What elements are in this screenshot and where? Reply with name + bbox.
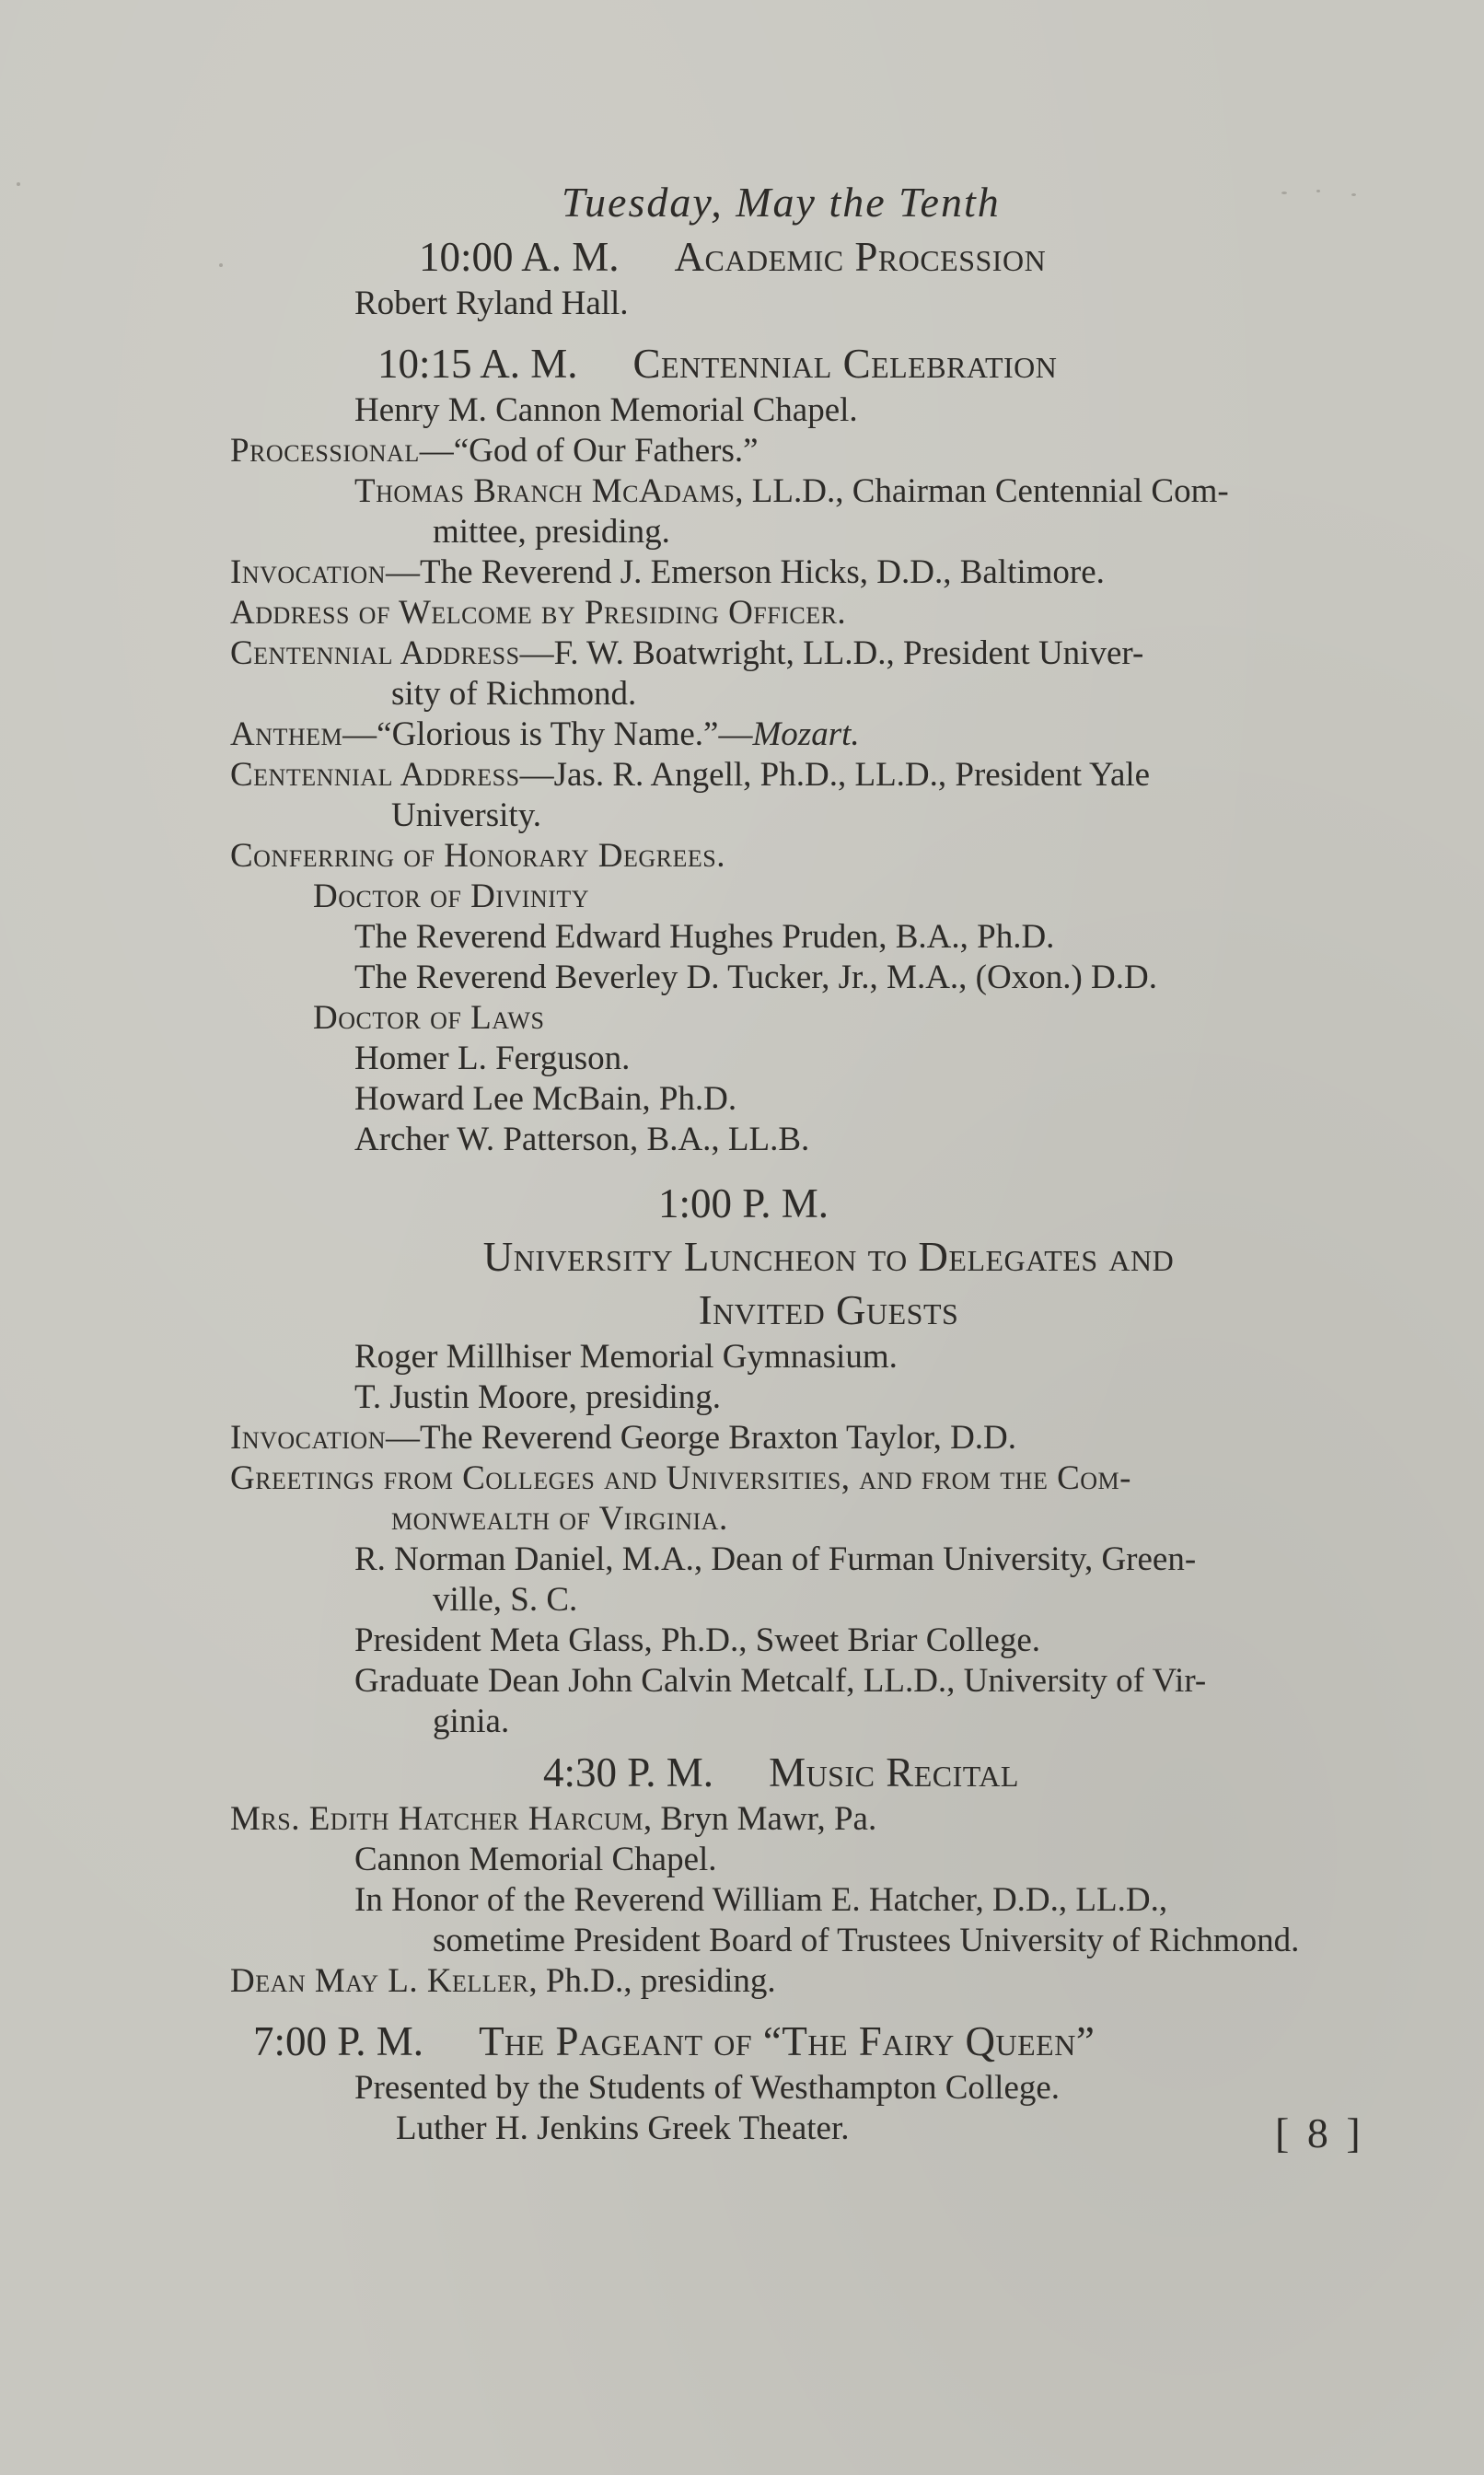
luncheon-time: 1:00 P. M. [658, 1180, 829, 1226]
recital-location: Cannon Memorial Chapel. [354, 1841, 717, 1878]
recital-heading [543, 1746, 1418, 1799]
procession-time: 10:00 A. M. [419, 234, 620, 280]
address1-label: Centennial Address [230, 634, 520, 672]
day-title: Tuesday, May the Tenth [562, 179, 1001, 226]
procession-heading [419, 230, 1418, 284]
anthem-composer: Mozart. [752, 715, 860, 753]
page-number: [ 8 ] [1275, 2109, 1364, 2156]
presiding-line-2: mittee, presiding. [433, 513, 670, 551]
greeter-3-line-1: Graduate Dean John Calvin Metcalf, LL.D., University of Vir- [354, 1662, 1207, 1700]
invocation-text: —The Reverend J. Emerson Hicks, D.D., Baltimore. [385, 553, 1105, 591]
centennial-location: Henry M. Cannon Memorial Chapel. [354, 391, 858, 429]
paper-speck [219, 263, 223, 267]
presiding-line-1 [354, 471, 1418, 512]
procession-location: Robert Ryland Hall. [354, 285, 629, 322]
invocation-line [230, 552, 1418, 593]
greeter-1-line-2: ville, S. C. [433, 1581, 578, 1619]
program-content [230, 175, 1418, 2149]
processional-line [230, 431, 1418, 471]
recital-presiding [230, 1961, 1418, 2002]
centennial-heading [377, 337, 1418, 390]
luncheon-location: Roger Millhiser Memorial Gymnasium. [354, 1338, 898, 1376]
recital-honor-line-2: sometime President Board of Trustees University of Richmond. [433, 1922, 1300, 1959]
luncheon-invocation-text: —The Reverend George Braxton Taylor, D.D. [385, 1419, 1017, 1457]
pageant-presented: Presented by the Students of Westhampton College. [354, 2069, 1061, 2107]
recital-title: Music Recital [769, 1749, 1019, 1795]
luncheon-invocation-label: Invocation [230, 1419, 386, 1457]
laws-recipient: Archer W. Patterson, B.A., LL.B. [354, 1121, 810, 1158]
address2-label: Centennial Address [230, 756, 520, 794]
recital-presiding-text: , Ph.D., presiding. [528, 1962, 776, 2000]
recital-time: 4:30 P. M. [543, 1749, 714, 1795]
greetings-line-1: Greetings from Colleges and Universities, and from the Com- [230, 1459, 1131, 1497]
welcome-address: Address of Welcome by Presiding Officer. [230, 594, 847, 632]
greeter-1-line-1: R. Norman Daniel, M.A., Dean of Furman University, Green- [354, 1540, 1197, 1578]
pageant-title: The Pageant of “The Fairy Queen” [479, 2018, 1096, 2064]
address2-text-1: —Jas. R. Angell, Ph.D., LL.D., President Yale [519, 756, 1151, 794]
invocation-label: Invocation [230, 553, 386, 591]
recital-performer [230, 1799, 1418, 1840]
pageant-time: 7:00 P. M. [253, 2018, 424, 2064]
divinity-recipient: The Reverend Beverley D. Tucker, Jr., M.A., (Oxon.) D.D. [354, 959, 1157, 996]
greetings-line-2: monwealth of Virginia. [391, 1500, 728, 1538]
pageant-heading [253, 2015, 1418, 2068]
luncheon-presiding: T. Justin Moore, presiding. [354, 1378, 722, 1416]
procession-title: Academic Procession [674, 234, 1047, 280]
address1-text-1: —F. W. Boatwright, LL.D., President Univer- [519, 634, 1144, 672]
centennial-address-1-line-2: sity of Richmond. [391, 675, 637, 713]
laws-label: Doctor of Laws [313, 999, 545, 1037]
greeter-2: President Meta Glass, Ph.D., Sweet Briar College. [354, 1621, 1041, 1659]
processional-text: —“God of Our Fathers.” [419, 432, 759, 470]
laws-recipient: Howard Lee McBain, Ph.D. [354, 1080, 737, 1118]
centennial-address-1-line-1 [230, 633, 1418, 674]
divinity-label: Doctor of Divinity [313, 877, 590, 915]
presiding-text-1: , LL.D., Chairman Centennial Com- [735, 472, 1229, 510]
luncheon-title-2: Invited Guests [698, 1287, 959, 1333]
pageant-location: Luther H. Jenkins Greek Theater. [396, 2109, 850, 2147]
luncheon-invocation-line [230, 1418, 1418, 1458]
anthem-line [230, 715, 1418, 755]
recital-honor-line-1: In Honor of the Reverend William E. Hatcher, D.D., LL.D., [354, 1881, 1168, 1919]
laws-recipient: Homer L. Ferguson. [354, 1040, 631, 1077]
centennial-title: Centennial Celebration [632, 341, 1058, 387]
recital-presiding-name: Dean May L. Keller [230, 1962, 529, 2000]
processional-label: Processional [230, 432, 420, 470]
recital-performer-place: , Bryn Mawr, Pa. [643, 1800, 877, 1838]
luncheon-title-1: University Luncheon to Delegates and [482, 1234, 1175, 1280]
anthem-text: —“Glorious is Thy Name.”— [342, 715, 753, 753]
recital-performer-name: Mrs. Edith Hatcher Harcum [230, 1800, 643, 1838]
centennial-time: 10:15 A. M. [377, 341, 578, 387]
anthem-label: Anthem [230, 715, 343, 753]
paper-speck [17, 182, 20, 186]
centennial-address-2-line-1 [230, 755, 1418, 796]
degrees-label: Conferring of Honorary Degrees. [230, 837, 725, 875]
greeter-3-line-2: ginia. [433, 1702, 510, 1740]
presiding-name: Thomas Branch McAdams [354, 472, 736, 510]
divinity-recipient: The Reverend Edward Hughes Pruden, B.A., Ph.D. [354, 918, 1055, 956]
centennial-address-2-line-2: University. [391, 796, 542, 834]
